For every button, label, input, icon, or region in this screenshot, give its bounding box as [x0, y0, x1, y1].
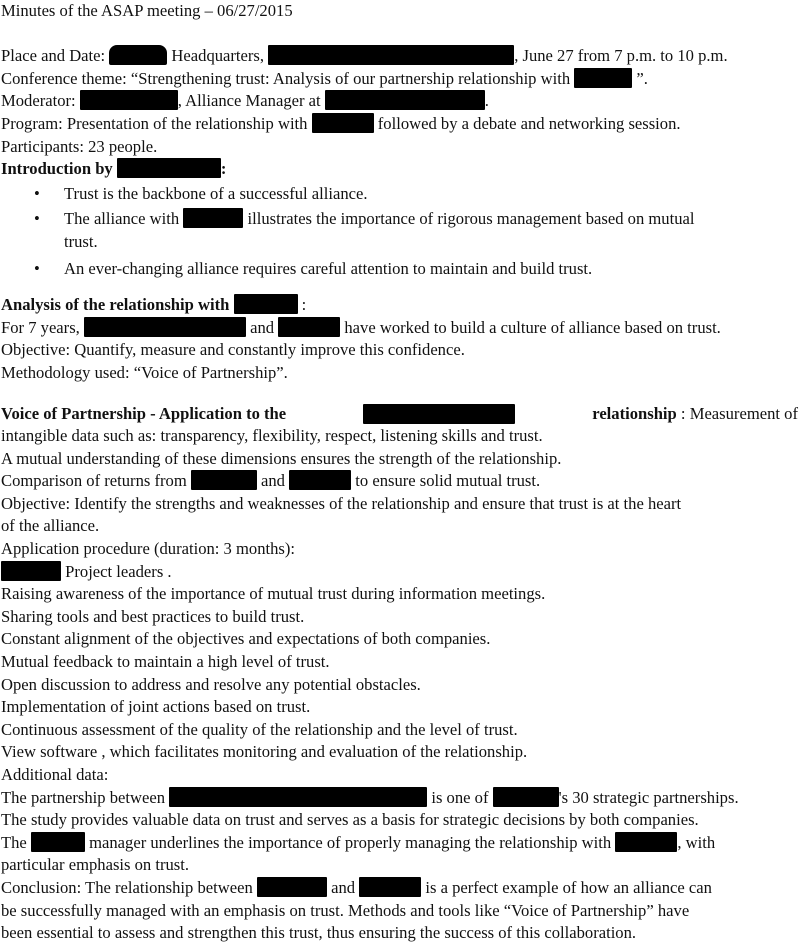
- list-item: Sharing tools and best practices to build trust.: [1, 606, 305, 626]
- additional-manager-line: [1, 832, 800, 855]
- analysis-line: [1, 317, 800, 340]
- vop-procedure: Application procedure (duration: 3 months):: [1, 539, 296, 559]
- list-item: [1, 258, 800, 281]
- vop-text: A mutual understanding of these dimensions ensures the strength of the relationship.: [1, 448, 562, 468]
- vop-text: to ensure solid mutual trust.: [351, 471, 541, 491]
- additional-text: , with: [677, 832, 716, 852]
- vop-text: and: [256, 471, 290, 491]
- redaction-block: [234, 294, 298, 314]
- additional-manager-continued: particular emphasis on trust.: [1, 855, 190, 875]
- conference-theme-line: [1, 68, 800, 91]
- redaction-block: [1, 561, 61, 581]
- bullet-icon: •: [34, 209, 40, 229]
- conclusion-text: and: [326, 877, 360, 897]
- bullet-icon: •: [34, 183, 40, 203]
- vop-objective: Objective: Identify the strengths and weaknesses of the relationship and ensure that trust is at the heart: [1, 493, 682, 513]
- project-leaders-text: Project leaders .: [61, 561, 172, 581]
- additional-partnership-line: [1, 787, 800, 810]
- intro-colon: :: [220, 159, 227, 179]
- redaction-block: [312, 113, 374, 133]
- program-line: [1, 113, 800, 136]
- conclusion-line: [1, 877, 800, 900]
- additional-text: manager underlines the importance of properly managing the relationship with: [84, 832, 616, 852]
- moderator-role: , Alliance Manager at: [177, 91, 325, 111]
- list-item: [1, 183, 800, 206]
- vop-text: intangible data such as: transparency, flexibility, respect, listening skills and trust.: [1, 426, 543, 446]
- vop-heading-line: [1, 403, 800, 426]
- redaction-block: [80, 90, 178, 110]
- redaction-block: [325, 90, 485, 110]
- additional-study-line: The study provides valuable data on trust and serves as a basis for strategic decisions by both companies.: [1, 810, 699, 830]
- list-item: Implementation of joint actions based on trust.: [1, 697, 311, 717]
- theme-text: Conference theme: “Strengthening trust: Analysis of our partnership relationship with: [1, 68, 575, 88]
- bullet-text-continued: trust.: [64, 231, 98, 251]
- list-item: Mutual feedback to maintain a high level of trust.: [1, 652, 330, 672]
- introduction-heading: [1, 158, 800, 181]
- redaction-block: [268, 45, 514, 65]
- list-item: Raising awareness of the importance of mutual trust during information meetings.: [1, 584, 546, 604]
- list-item: [1, 208, 800, 253]
- additional-heading: Additional data:: [1, 765, 109, 784]
- bullet-icon: •: [34, 258, 40, 278]
- redaction-block: [363, 404, 515, 424]
- analysis-text: For 7 years,: [1, 317, 84, 337]
- vop-objective-continued: of the alliance.: [1, 516, 100, 536]
- vop-project-leaders: [1, 561, 800, 584]
- list-item: View software , which facilitates monitoring and evaluation of the relationship.: [1, 742, 528, 762]
- analysis-text: and: [245, 317, 279, 337]
- moderator-line: [1, 90, 800, 113]
- vop-heading-text: Voice of Partnership - Application to the: [1, 403, 287, 423]
- analysis-heading: [1, 294, 800, 317]
- redaction-block: [84, 317, 246, 337]
- redaction-block: [117, 158, 221, 178]
- redaction-block: [31, 832, 85, 852]
- bullet-text: Trust is the backbone of a successful alliance.: [64, 183, 368, 203]
- conclusion-text: Conclusion: The relationship between: [1, 877, 257, 897]
- additional-text: is one of: [427, 787, 493, 807]
- analysis-methodology: Methodology used: “Voice of Partnership”.: [1, 362, 288, 382]
- place-label: Place and Date:: [1, 46, 110, 66]
- program-text: Program: Presentation of the relationship with: [1, 113, 312, 133]
- analysis-heading-text: Analysis of the relationship with: [1, 295, 234, 315]
- bullet-text: The alliance with: [64, 209, 180, 229]
- redaction-block: [289, 470, 351, 490]
- redaction-block: [278, 317, 340, 337]
- program-rest: followed by a debate and networking session.: [373, 113, 681, 133]
- introduction-bullets: [1, 183, 800, 280]
- moderator-label: Moderator:: [1, 91, 80, 111]
- document-title: Minutes of the ASAP meeting – 06/27/2015: [1, 1, 293, 20]
- additional-text: The partnership between: [1, 787, 170, 807]
- conclusion-line-3: been essential to assess and strengthen this trust, thus ensuring the success of this collaboration.: [1, 923, 637, 943]
- intro-label: Introduction by: [1, 159, 117, 179]
- analysis-text: have worked to build a culture of alliance based on trust.: [340, 317, 721, 337]
- place-and-date-line: [1, 45, 800, 68]
- vop-heading-relationship: relationship: [592, 403, 677, 423]
- conclusion-text: is a perfect example of how an alliance can: [421, 877, 712, 897]
- redaction-block: [574, 68, 632, 88]
- list-item: Continuous assessment of the quality of the relationship and the level of trust.: [1, 719, 518, 739]
- theme-closing-quote: ”.: [632, 68, 648, 88]
- conclusion-line-2: be successfully managed with an emphasis on trust. Methods and tools like “Voice of Partnership” have: [1, 900, 690, 920]
- participants-line: Participants: 23 people.: [1, 136, 158, 156]
- redaction-block: [257, 877, 327, 897]
- redaction-block: [169, 787, 427, 807]
- list-item: Constant alignment of the objectives and expectations of both companies.: [1, 629, 491, 649]
- analysis-heading-colon: :: [297, 295, 307, 315]
- redaction-block: [191, 470, 257, 490]
- list-item: Open discussion to address and resolve any potential obstacles.: [1, 674, 421, 694]
- additional-text: The: [1, 832, 31, 852]
- bullet-text: illustrates the importance of rigorous management based on mutual: [247, 209, 695, 229]
- redaction-block: [359, 877, 421, 897]
- redaction-block: [493, 787, 559, 807]
- vop-heading-rest: : Measurement of: [676, 403, 798, 423]
- place-headquarters-text: Headquarters,: [167, 46, 269, 66]
- moderator-period: .: [484, 91, 489, 111]
- redaction-block: [183, 208, 243, 228]
- analysis-objective: Objective: Quantify, measure and constantly improve this confidence.: [1, 340, 465, 360]
- additional-text: 's 30 strategic partnerships.: [558, 787, 739, 807]
- place-date-text: , June 27 from 7 p.m. to 10 p.m.: [514, 46, 728, 66]
- redaction-block: [109, 45, 167, 65]
- bullet-text: An ever-changing alliance requires careful attention to maintain and build trust.: [64, 258, 593, 278]
- vop-comparison-line: [1, 470, 800, 493]
- redaction-block: [615, 832, 677, 852]
- vop-text: Comparison of returns from: [1, 471, 191, 491]
